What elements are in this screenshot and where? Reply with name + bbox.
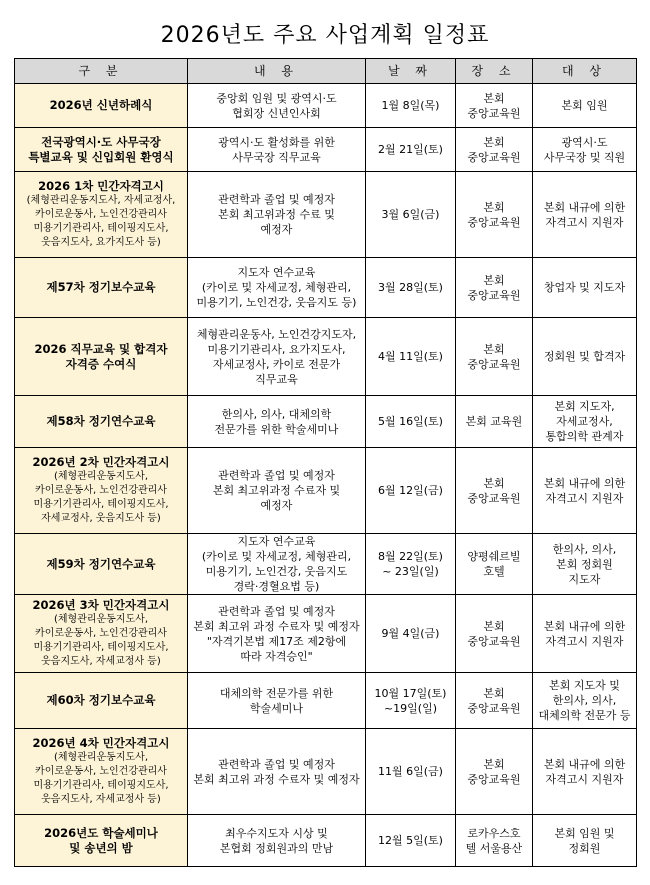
- cell-date-line: ~19일(일): [383, 701, 438, 715]
- cell-content-line: 지도자 연수교육: [237, 266, 316, 279]
- cell-content: [188, 815, 366, 867]
- cell-date-line: 11월 6일(금): [378, 765, 443, 778]
- cell-place-line: 본회: [483, 757, 505, 771]
- cell-place-line: 중앙교육원: [467, 288, 521, 302]
- cell-content-line: 본회 최고위과정 수료자 및: [212, 484, 341, 497]
- cell-target-line: 본회 내규에 의한: [543, 476, 626, 490]
- cell-category-sub-line: 카이로운동사, 노인건강관리사: [35, 209, 167, 220]
- cell-place-line: 중앙교육원: [467, 701, 521, 715]
- cell-category-sub-line: 미용기기관리사, 테이핑지도사,: [33, 642, 169, 653]
- cell-target: [533, 172, 637, 258]
- cell-content: [188, 673, 366, 729]
- cell-content-line: "자격기본법 제17조 제2항에: [206, 634, 347, 648]
- cell-category-line: 전국광역시·도 사무국장: [41, 134, 161, 149]
- cell-place-line: 본회: [483, 619, 505, 633]
- cell-category-line: 2026년 3차 민간자격고시: [32, 598, 170, 612]
- cell-place-line: 호텔: [483, 565, 505, 578]
- cell-target: [533, 318, 637, 396]
- cell-content-line: 본협회 정회원과의 만남: [219, 841, 334, 855]
- cell-target-line: 본회 임원 및: [554, 826, 615, 840]
- table-row: [15, 448, 637, 534]
- cell-content-line: 미용기기관리사, 요가지도사,: [207, 342, 346, 356]
- cell-target-line: 본회 내규에 의한: [543, 619, 626, 633]
- cell-place-line: 중앙교육원: [467, 150, 521, 164]
- cell-date-line: 6월 12일(금): [378, 484, 443, 497]
- cell-target: [533, 258, 637, 318]
- cell-content: [188, 595, 366, 673]
- cell-date: [366, 595, 456, 673]
- cell-target-line: 자세교정사,: [556, 415, 613, 428]
- cell-category-line: 자격증 수여식: [65, 356, 137, 371]
- cell-target: [533, 128, 637, 172]
- cell-category-line: 2026년 신년하례식: [49, 98, 153, 112]
- cell-target: [533, 396, 637, 448]
- cell-category: [15, 172, 188, 258]
- cell-content: [188, 318, 366, 396]
- cell-place-line: 본회: [483, 200, 505, 214]
- cell-category-sub-line: 웃음지도사, 자세교정사 등): [41, 656, 161, 667]
- cell-target-line: 본회 정회원: [556, 557, 613, 571]
- cell-target-line: 정회원: [568, 841, 601, 855]
- table-row: [15, 128, 637, 172]
- cell-place-line: 본회: [483, 686, 505, 700]
- cell-date-line: 10월 17일(토): [374, 686, 447, 700]
- cell-place-line: 중앙교육원: [467, 491, 521, 505]
- cell-target-line: 본회 지도자 및: [549, 679, 620, 692]
- cell-category: [15, 318, 188, 396]
- cell-place-line: 본회: [483, 91, 505, 105]
- cell-category: [15, 128, 188, 172]
- cell-place-line: 로카우스호: [467, 826, 521, 840]
- cell-date: [366, 448, 456, 534]
- cell-content-line: 예정자: [260, 223, 293, 236]
- cell-content-line: 경락·경혈요법 등): [233, 580, 320, 593]
- cell-place: [456, 318, 533, 396]
- cell-date-line: ~ 23일(일): [382, 565, 439, 578]
- cell-place-line: 중앙교육원: [467, 215, 521, 229]
- cell-place: [456, 729, 533, 815]
- cell-content-line: 협회장 신년인사회: [232, 106, 321, 120]
- cell-content-line: 관련학과 졸업 및 예정자: [218, 757, 335, 771]
- cell-category-line: 제60차 정기보수교육: [46, 693, 156, 707]
- cell-category-sub-line: 미용기기관리사, 테이핑지도사,: [33, 223, 169, 234]
- cell-date-line: 2월 21일(토): [378, 143, 443, 156]
- cell-place-line: 중앙교육원: [467, 772, 521, 786]
- cell-target-line: 자격고시 지원자: [545, 215, 624, 229]
- cell-place-line: 본회 교육원: [465, 415, 523, 428]
- header-date: 날 짜: [366, 59, 456, 84]
- cell-category: [15, 448, 188, 534]
- cell-category: [15, 673, 188, 729]
- cell-content: [188, 534, 366, 595]
- cell-content-line: (카이로 및 자세교정, 체형관리,: [201, 550, 352, 563]
- cell-content-line: 지도자 연수교육: [237, 535, 316, 548]
- cell-category-line: 2026년 4차 민간자격고시: [32, 736, 170, 750]
- cell-content-line: 중앙회 임원 및 광역시·도: [216, 91, 337, 105]
- cell-place-line: 양평쉐르빌: [467, 550, 521, 563]
- cell-content-line: 본회 최고위과정 수료 및: [218, 208, 335, 221]
- cell-target-line: 자격고시 지원자: [545, 772, 624, 786]
- cell-target-line: 한의사, 의사,: [552, 542, 617, 556]
- cell-target-line: 본회 내규에 의한: [543, 200, 626, 214]
- cell-date-line: 12월 5일(토): [378, 834, 443, 847]
- cell-place: [456, 448, 533, 534]
- cell-target-line: 사무국장 및 직원: [543, 150, 626, 164]
- cell-category-line: 2026년 2차 민간자격고시: [32, 455, 170, 469]
- cell-category: [15, 729, 188, 815]
- cell-category-sub-line: 카이로운동사, 노인건강관리사: [35, 485, 167, 496]
- cell-date-line: 5월 16일(토): [378, 415, 443, 428]
- cell-date-line: 3월 28일(토): [378, 281, 443, 294]
- cell-category: [15, 534, 188, 595]
- cell-date: [366, 128, 456, 172]
- table-row: [15, 84, 637, 128]
- cell-date: [366, 172, 456, 258]
- cell-content-line: 학술세미나: [249, 701, 304, 715]
- cell-place: [456, 815, 533, 867]
- cell-date-line: 4월 11일(토): [378, 350, 443, 363]
- cell-place: [456, 84, 533, 128]
- table-row: [15, 673, 637, 729]
- cell-category-line: 2026년도 학술세미나: [44, 825, 158, 840]
- cell-date: [366, 84, 456, 128]
- cell-place: [456, 128, 533, 172]
- cell-date: [366, 815, 456, 867]
- cell-target: [533, 595, 637, 673]
- cell-date: [366, 673, 456, 729]
- header-category: 구 분: [15, 59, 188, 84]
- cell-date: [366, 729, 456, 815]
- cell-content: [188, 396, 366, 448]
- cell-category-sub-line: 미용기기관리사, 테이핑지도사,: [33, 780, 169, 791]
- cell-target-line: 본회 내규에 의한: [543, 757, 626, 771]
- cell-content-line: 관련학과 졸업 및 예정자: [218, 193, 335, 206]
- cell-target-line: 자격고시 지원자: [545, 491, 624, 505]
- cell-category-sub-line: 웃음지도사, 자세교정사 등): [41, 794, 161, 805]
- table-row: [15, 815, 637, 867]
- cell-target-line: 지도자: [568, 572, 601, 586]
- cell-place: [456, 396, 533, 448]
- cell-content-line: 따라 자격승인": [240, 649, 313, 663]
- table-row: [15, 534, 637, 595]
- table-row: [15, 729, 637, 815]
- cell-content-line: 미용기기, 노인건강, 웃음지도 등): [196, 296, 357, 309]
- cell-target-line: 본회 임원: [561, 99, 608, 112]
- cell-place-line: 중앙교육원: [467, 106, 521, 120]
- cell-date-line: 8월 22일(토): [378, 550, 443, 563]
- cell-content-line: 예정자: [260, 499, 293, 512]
- cell-date: [366, 396, 456, 448]
- cell-content-line: 자세교정사, 카이로 전문가: [212, 357, 341, 371]
- cell-date-line: 1월 8일(목): [381, 99, 440, 112]
- cell-place-line: 본회: [483, 476, 505, 490]
- cell-target-line: 한의사, 의사,: [552, 694, 617, 707]
- cell-content-line: 최우수지도자 시상 및: [225, 826, 328, 840]
- cell-category-sub-line: 웃음지도사, 요가지도사 등): [41, 237, 161, 248]
- header-content: 내 용: [188, 59, 366, 84]
- cell-target: [533, 448, 637, 534]
- cell-content-line: 직무교육: [255, 372, 298, 386]
- cell-target-line: 정회원 및 합격자: [543, 350, 626, 363]
- cell-content: [188, 128, 366, 172]
- cell-category-sub-line: (체형관리운동지도사,: [53, 752, 149, 763]
- schedule-table: [14, 58, 637, 867]
- cell-category-sub-line: 카이로운동사, 노인건강관리사: [35, 766, 167, 777]
- cell-category-sub-line: 자세교정사, 웃음지도사 등): [41, 513, 161, 524]
- cell-content: [188, 729, 366, 815]
- cell-category: [15, 815, 188, 867]
- cell-content: [188, 84, 366, 128]
- cell-place: [456, 172, 533, 258]
- cell-date: [366, 258, 456, 318]
- cell-place: [456, 595, 533, 673]
- cell-category: [15, 84, 188, 128]
- cell-category-line: 제58차 정기연수교육: [46, 414, 156, 428]
- table-row: [15, 396, 637, 448]
- cell-place-line: 중앙교육원: [467, 357, 521, 371]
- cell-content-line: 전문가를 위한 학술세미나: [214, 422, 339, 436]
- cell-target: [533, 815, 637, 867]
- cell-date-line: 3월 6일(금): [381, 208, 440, 221]
- cell-content-line: 본회 최고위 과정 수료자 및 예정자: [193, 619, 360, 633]
- cell-category: [15, 258, 188, 318]
- cell-content-line: 광역시·도 활성화를 위한: [218, 135, 335, 149]
- cell-date-line: 9월 4일(금): [381, 627, 440, 640]
- cell-place-line: 본회: [483, 273, 505, 287]
- cell-category-line: 제57차 정기보수교육: [46, 280, 156, 294]
- cell-place-line: 본회: [483, 135, 505, 149]
- cell-target-line: 광역시·도: [561, 135, 608, 149]
- cell-target-line: 창업자 및 지도자: [543, 281, 626, 294]
- cell-content-line: 본회 최고위 과정 수료자 및 예정자: [193, 772, 360, 786]
- cell-content: [188, 258, 366, 318]
- cell-target: [533, 84, 637, 128]
- cell-place: [456, 258, 533, 318]
- cell-content-line: 관련학과 졸업 및 예정자: [218, 469, 335, 482]
- table-row: [15, 172, 637, 258]
- cell-category-line: 제59차 정기연수교육: [46, 556, 156, 571]
- cell-category-line: 및 송년의 밤: [69, 840, 133, 855]
- cell-target-line: 통합의학 관계자: [545, 430, 624, 443]
- cell-category-sub-line: (체형관리운동지도사,: [53, 614, 149, 625]
- cell-place-line: 중앙교육원: [467, 634, 521, 648]
- cell-target: [533, 534, 637, 595]
- cell-content: [188, 172, 366, 258]
- cell-category: [15, 396, 188, 448]
- cell-category-line: 2026 1차 민간자격고시: [38, 179, 164, 193]
- cell-date: [366, 534, 456, 595]
- cell-place-line: 본회: [483, 342, 505, 356]
- header-row: [15, 59, 637, 84]
- cell-content-line: 미용기기, 노인건강, 웃음지도: [205, 565, 348, 578]
- table-row: [15, 258, 637, 318]
- cell-content-line: (카이로 및 자세교정, 체형관리,: [201, 281, 352, 294]
- cell-category-line: 특별교육 및 신입회원 환영식: [28, 149, 174, 164]
- cell-content-line: 관련학과 졸업 및 예정자: [218, 604, 335, 618]
- cell-category-sub-line: (체형관리운동지도사, 자세교정사,: [26, 195, 176, 206]
- table-row: [15, 595, 637, 673]
- cell-content-line: 체형관리운동사, 노인건강지도자,: [196, 327, 357, 341]
- cell-target-line: 자격고시 지원자: [545, 634, 624, 648]
- cell-category: [15, 595, 188, 673]
- cell-place: [456, 673, 533, 729]
- cell-target: [533, 729, 637, 815]
- cell-target-line: 본회 지도자,: [554, 400, 615, 413]
- cell-category-sub-line: (체형관리운동지도사,: [53, 471, 149, 482]
- cell-content-line: 한의사, 의사, 대체의학: [221, 407, 332, 421]
- cell-content-line: 대체의학 전문가를 위한: [219, 686, 334, 700]
- cell-category-sub-line: 미용기기관리사, 테이핑지도사,: [33, 499, 169, 510]
- cell-place: [456, 534, 533, 595]
- cell-target: [533, 673, 637, 729]
- cell-content-line: 사무국장 직무교육: [232, 150, 321, 164]
- header-target: 대 상: [533, 59, 637, 84]
- cell-date: [366, 318, 456, 396]
- header-place: 장 소: [456, 59, 533, 84]
- cell-place-line: 텔 서울용산: [465, 841, 523, 855]
- cell-content: [188, 448, 366, 534]
- page-title: 2026년도 주요 사업계획 일정표: [160, 23, 490, 48]
- cell-target-line: 대체의학 전문가 등: [538, 709, 631, 722]
- cell-category-line: 2026 직무교육 및 합격자: [34, 341, 168, 356]
- table-row: [15, 318, 637, 396]
- cell-category-sub-line: 카이로운동사, 노인건강관리사: [35, 628, 167, 639]
